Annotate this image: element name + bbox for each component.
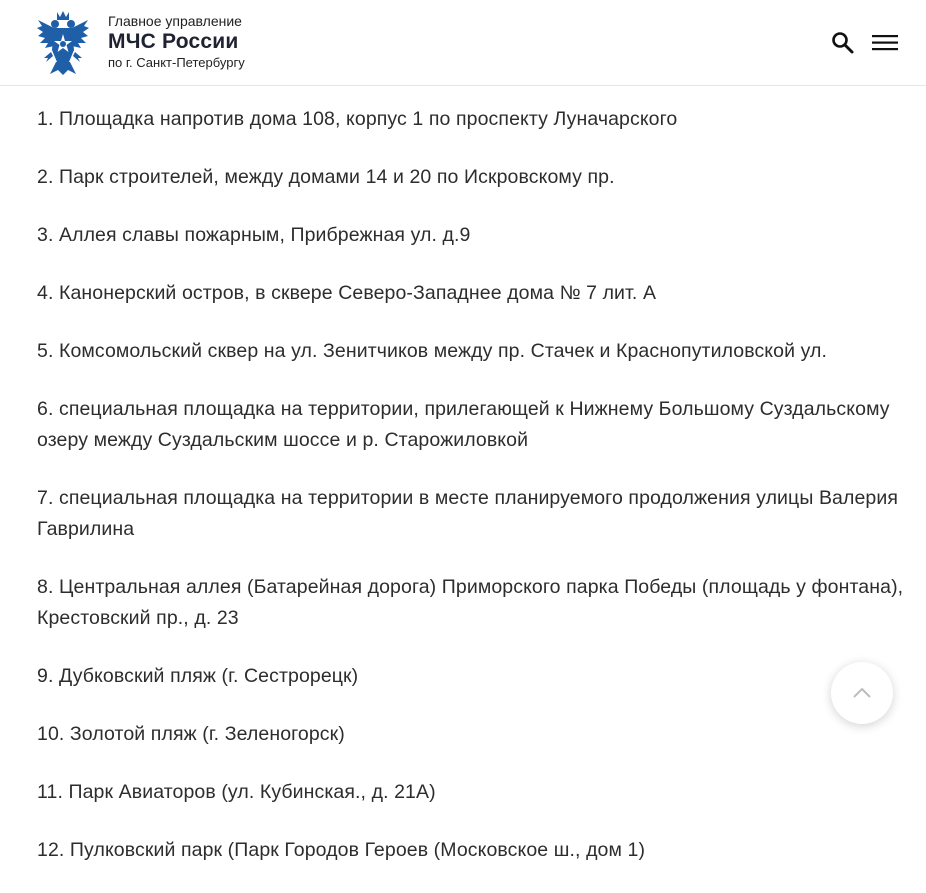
locations-list bbox=[37, 104, 907, 893]
search-button[interactable] bbox=[830, 30, 856, 56]
chevron-up-icon bbox=[852, 686, 872, 700]
brand-block[interactable] bbox=[108, 12, 245, 72]
brand-subtitle: по г. Санкт-Петербургу bbox=[108, 55, 245, 70]
list-item: 6. специальная площадка на территории, прилегающей к Нижнему Большому Суздальскому озеру между Суздальским шоссе и р. Старожиловкой bbox=[37, 398, 890, 451]
hamburger-menu-icon bbox=[872, 32, 900, 54]
list-item: 9. Дубковский пляж (г. Сестрорецк) bbox=[37, 665, 359, 687]
list-item: 5. Комсомольский сквер на ул. Зенитчиков между пр. Стачек и Краснопутиловской ул. bbox=[37, 340, 828, 362]
scroll-to-top-button[interactable] bbox=[831, 662, 893, 724]
site-header bbox=[0, 0, 926, 86]
list-item: 7. специальная площадка на территории в месте планируемого продолжения улицы Валерия Гаврилина bbox=[37, 487, 899, 540]
list-item: 1. Площадка напротив дома 108, корпус 1 по проспекту Луначарского bbox=[37, 108, 678, 130]
brand-title: МЧС России bbox=[108, 30, 239, 53]
emblem-eagle-icon[interactable] bbox=[36, 10, 90, 76]
brand-top-text: Главное управление bbox=[108, 13, 242, 29]
list-item: 2. Парк строителей, между домами 14 и 20 по Искровскому пр. bbox=[37, 166, 615, 188]
list-item: 8. Центральная аллея (Батарейная дорога) Приморского парка Победы (площадь у фонтана), Крестовский пр., д. 23 bbox=[37, 576, 904, 629]
list-item: 12. Пулковский парк (Парк Городов Героев (Московское ш., дом 1) bbox=[37, 839, 646, 861]
list-item: 4. Канонерский остров, в сквере Северо-Западнее дома № 7 лит. А bbox=[37, 282, 657, 304]
menu-button[interactable] bbox=[872, 32, 900, 54]
list-item: 11. Парк Авиаторов (ул. Кубинская., д. 21А) bbox=[37, 781, 436, 803]
list-item: 3. Аллея славы пожарным, Прибрежная ул. д.9 bbox=[37, 224, 471, 246]
search-icon bbox=[830, 30, 856, 56]
list-item: 10. Золотой пляж (г. Зеленогорск) bbox=[37, 723, 345, 745]
